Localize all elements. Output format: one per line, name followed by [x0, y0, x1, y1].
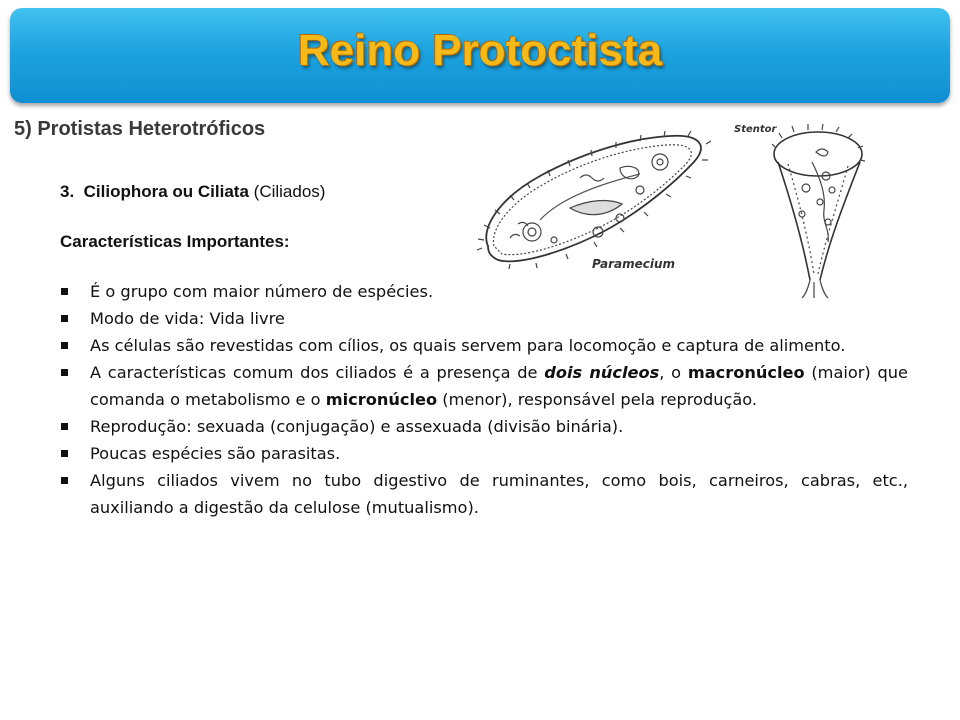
list-item: As células são revestidas com cílios, os quais servem para locomoção e captura de alimento. [60, 332, 908, 359]
bullet-square-icon [61, 288, 68, 295]
stentor-illustration [732, 118, 872, 300]
bullet-square-icon [61, 342, 68, 349]
list-item: A características comum dos ciliados é a presença de dois núcleos, o macronúcleo (maior) que comanda o metabolismo e o micronúcleo (menor), responsável pela reprodução. [60, 359, 908, 413]
list-item: É o grupo com maior número de espécies. [60, 278, 908, 305]
bullet-square-icon [61, 450, 68, 457]
list-item: Alguns ciliados vivem no tubo digestivo de ruminantes, como bois, carneiros, cabras, etc., auxiliando a digestão da celulose (mutualismo). [60, 467, 908, 521]
emphasis-two-nuclei: dois núcleos [544, 363, 660, 382]
features-title: Características Importantes: [60, 232, 290, 251]
subtitle-number: 3. [60, 182, 75, 201]
emphasis-macronucleus: macronúcleo [687, 363, 805, 382]
section-title: 5) Protistas Heterotróficos [14, 118, 266, 140]
stentor-label: Stentor [734, 124, 777, 135]
list-item: Reprodução: sexuada (conjugação) e assexuada (divisão binária). [60, 413, 908, 440]
bullet-list [60, 278, 908, 521]
slide-title: Reino Protoctista [297, 25, 663, 75]
paramecium-label: Paramecium [592, 257, 676, 271]
subtitle [60, 182, 325, 202]
list-item: Poucas espécies são parasitas. [60, 440, 908, 467]
bullet-square-icon [61, 315, 68, 322]
bullet-square-icon [61, 423, 68, 430]
emphasis-micronucleus: micronúcleo [325, 390, 438, 409]
stentor-figure [732, 118, 872, 300]
title-banner [10, 8, 950, 103]
bullet-square-icon [61, 369, 68, 376]
subtitle-note: (Ciliados) [248, 182, 326, 201]
subtitle-name: Ciliophora ou Ciliata [83, 182, 249, 201]
bullet-square-icon [61, 477, 68, 484]
list-item: Modo de vida: Vida livre [60, 305, 908, 332]
paramecium-illustration [470, 128, 732, 278]
paramecium-figure [470, 128, 732, 278]
